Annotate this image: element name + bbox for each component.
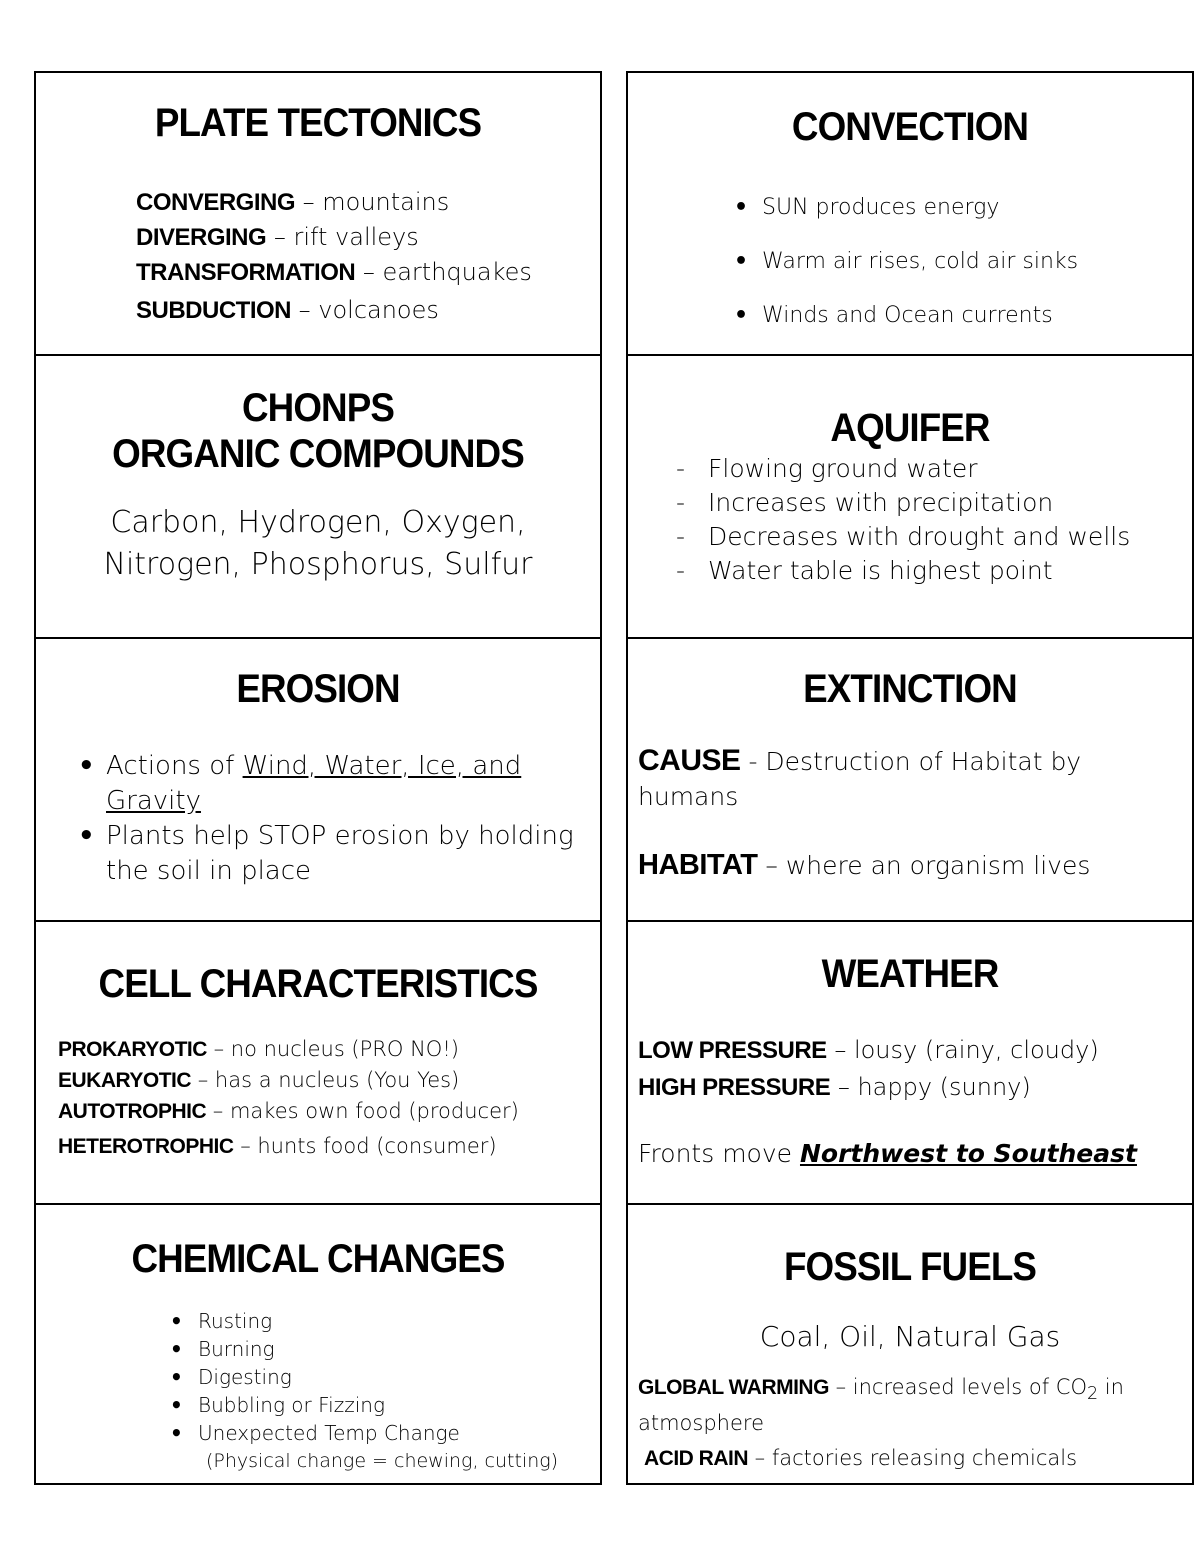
card-title: PLATE TECTONICS: [154, 101, 482, 145]
left-column: [34, 71, 602, 1485]
list-item: - Water table is highest point: [708, 554, 1130, 588]
card-convection: [628, 73, 1192, 356]
list-item: • Unexpected Temp Change: [198, 1419, 460, 1447]
card-aquifer: [628, 356, 1192, 639]
list-item: • Burning: [198, 1335, 460, 1363]
card-title: CHONPS: [242, 386, 394, 430]
card-title: EXTINCTION: [803, 667, 1017, 711]
card-chemical-changes: [36, 1205, 600, 1483]
list-item: - Increases with precipitation: [708, 486, 1130, 520]
list-item: - Flowing ground water: [708, 452, 1130, 486]
card-title: CHEMICAL CHANGES: [131, 1237, 505, 1281]
aquifer-list: [708, 452, 1130, 588]
list-item: • Actions of Wind, Water, Ice, and: [106, 749, 574, 784]
list-item: • Rusting: [198, 1307, 460, 1335]
plate-list: [136, 185, 532, 328]
list-item: SUBDUCTION – volcanoes: [136, 296, 439, 324]
list-item: - Decreases with drought and wells: [708, 520, 1130, 554]
card-title: EROSION: [236, 667, 400, 711]
list-item-cont: the soil in place: [106, 856, 312, 886]
list-item: • Winds and Ocean currents: [762, 289, 1078, 343]
card-title: FOSSIL FUELS: [783, 1245, 1037, 1289]
card-cell-characteristics: [36, 922, 600, 1205]
card-fossil-fuels: [628, 1205, 1192, 1483]
chemical-note: (Physical change = chewing, cutting): [206, 1450, 559, 1472]
card-chonps: [36, 356, 600, 639]
card-title: CELL CHARACTERISTICS: [98, 962, 538, 1006]
list-item: • Bubbling or Fizzing: [198, 1391, 460, 1419]
card-title: WEATHER: [821, 952, 999, 996]
card-title: AQUIFER: [830, 406, 990, 450]
list-item: • Warm air rises, cold air sinks: [762, 235, 1078, 289]
list-item: AUTOTROPHIC – makes own food (producer): [58, 1099, 519, 1123]
list-item: HETEROTROPHIC – hunts food (consumer): [58, 1134, 497, 1158]
chemical-list: [198, 1307, 460, 1447]
card-weather: [628, 922, 1192, 1205]
right-column: [626, 71, 1194, 1485]
list-item: TRANSFORMATION – earthquakes: [136, 258, 532, 286]
list-item: • Digesting: [198, 1363, 460, 1391]
card-subtitle: ORGANIC COMPOUNDS: [112, 432, 524, 476]
list-item: PROKARYOTIC – no nucleus (PRO NO!): [58, 1037, 459, 1061]
fossil-text: GLOBAL WARMING – increased levels of $CO_2$ in atmosphere ACID RAIN – factories releasing chemicals: [638, 1375, 1124, 1471]
list-item: DIVERGING – rift valleys: [136, 223, 419, 251]
list-item: • Plants help STOP erosion by holding: [106, 819, 574, 854]
list-item: EUKARYOTIC – has a nucleus (You Yes): [58, 1068, 460, 1092]
card-plate-tectonics: [36, 73, 600, 356]
fossil-subtitle: Coal, Oil, Natural Gas: [759, 1320, 1061, 1353]
chonps-text-line: Carbon, Hydrogen, Oxygen,: [110, 505, 526, 540]
card-erosion: [36, 639, 600, 922]
chonps-text-line: Nitrogen, Phosphorus, Sulfur: [103, 547, 533, 582]
erosion-list: [106, 749, 574, 889]
card-title: CONVECTION: [791, 105, 1029, 149]
card-extinction: [628, 639, 1192, 922]
extinction-text: CAUSE - Destruction of Habitat by humans HABITAT – where an organism lives: [638, 744, 1091, 881]
list-item: CONVERGING – mountains: [136, 188, 450, 216]
weather-text: LOW PRESSURE – lousy (rainy, cloudy) HIGH PRESSURE – happy (sunny) Fronts move Northwest to Southeast: [638, 1036, 1137, 1168]
list-item-cont: Gravity: [106, 786, 201, 816]
convection-list: [762, 181, 1078, 343]
cell-list: [58, 1034, 519, 1162]
list-item: • SUN produces energy: [762, 181, 1078, 235]
